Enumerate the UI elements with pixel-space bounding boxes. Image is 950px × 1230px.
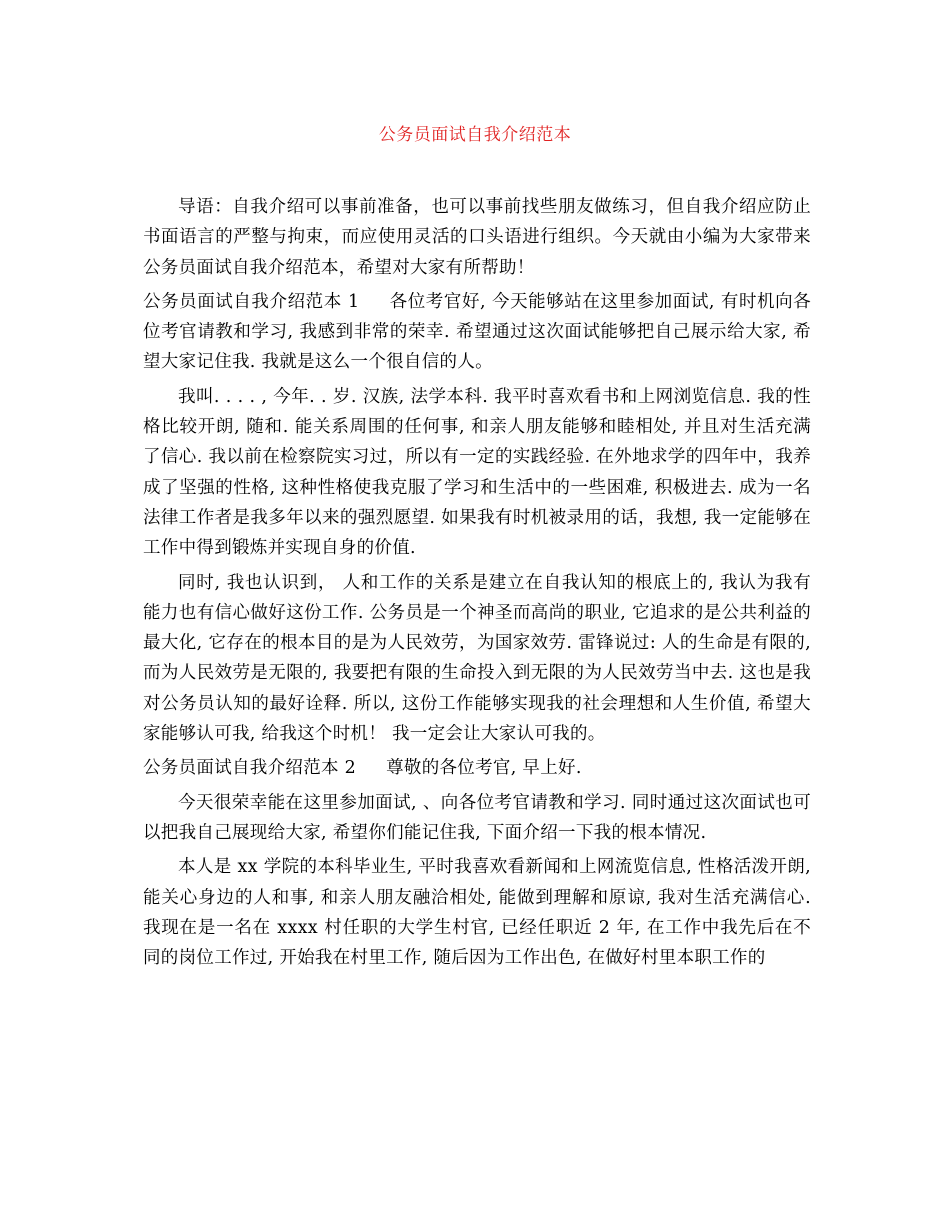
intro-paragraph: 导语：自我介绍可以事前准备，也可以事前找些朋友做练习，但自我介绍应防止书面语言的严整与拘束，而应使用灵活的口头语进行组织。今天就由小编为大家带来公务员面试自我介绍范本，希望对大家有所帮助！ — [143, 197, 811, 278]
sample-2-heading: 公务员面试自我介绍范本 2 — [143, 758, 357, 779]
sample-1-body-paragraph: 同时, 我也认识到， 人和工作的关系是建立在自我认知的根底上的, 我认为我有能力也有信心做好这份工作. 公务员是一个神圣而高尚的职业, 它追求的是公共利益的最大化, 它存在的根本目的是为人民效劳，为国家效劳. 雷锋说过: 人的生命是有限的, 而为人民效劳是无限的, 我要把有限的生命投入到无限的为人民效劳当中去. 这也是我对公务员认知的最好诠释. 所以, 这份工作能够实现我的社会理想和人生价值, 希望大家能够认可我, 给我这个时机！ 我一定会让大家认可我的。 — [143, 572, 811, 745]
sample-2-opening: 尊敬的各位考官, 早上好. — [386, 758, 582, 779]
sample-1-body-paragraph: 我叫. . . . , 今年. . 岁. 汉族, 法学本科. 我平时喜欢看书和上网浏览信息. 我的性格比较开朗, 随和. 能关系周围的任何事, 和亲人朋友能够和睦相处, 并且对生活充满了信心. 我以前在检察院实习过，所以有一定的实践经验. 在外地求学的四年中，我养成了坚强的性格, 这种性格使我克服了学习和生活中的一些困难, 积极进去. 成为一名法律工作者是我多年以来的强烈愿望. 如果我有时机被录用的话，我想, 我一定能够在工作中得到锻炼并实现自身的价值. — [143, 386, 811, 559]
sample-1-paragraph — [143, 287, 811, 378]
document-title: 公务员面试自我介绍范本 — [378, 125, 572, 145]
sample-1-opening: 各位考官好, 今天能够站在这里参加面试, 有时机向各位考官请教和学习, 我感到非常的荣幸. 希望通过这次面试能够把自己展示给大家, 希望大家记住我. 我就是这么一个很自信的人。 — [143, 291, 811, 373]
sample-2-body-paragraph: 今天很荣幸能在这里参加面试, 、向各位考官请教和学习. 同时通过这次面试也可以把我自己展现给大家, 希望你们能记住我, 下面介绍一下我的根本情况. — [143, 792, 811, 843]
sample-2-paragraph — [143, 753, 811, 783]
sample-2-body-paragraph: 本人是 xx 学院的本科毕业生, 平时我喜欢看新闻和上网流览信息, 性格活泼开朗, 能关心身边的人和事, 和亲人朋友融洽相处, 能做到理解和原谅, 我对生活充满信心. 我现在是一名在 xxxx 村任职的大学生村官, 已经任职近 2 年, 在工作中我先后在不同的岗位工作过, 开始我在村里工作, 随后因为工作出色, 在做好村里本职工作的 — [143, 857, 811, 969]
sample-1-heading: 公务员面试自我介绍范本 1 — [143, 291, 360, 312]
document-body — [143, 192, 811, 977]
